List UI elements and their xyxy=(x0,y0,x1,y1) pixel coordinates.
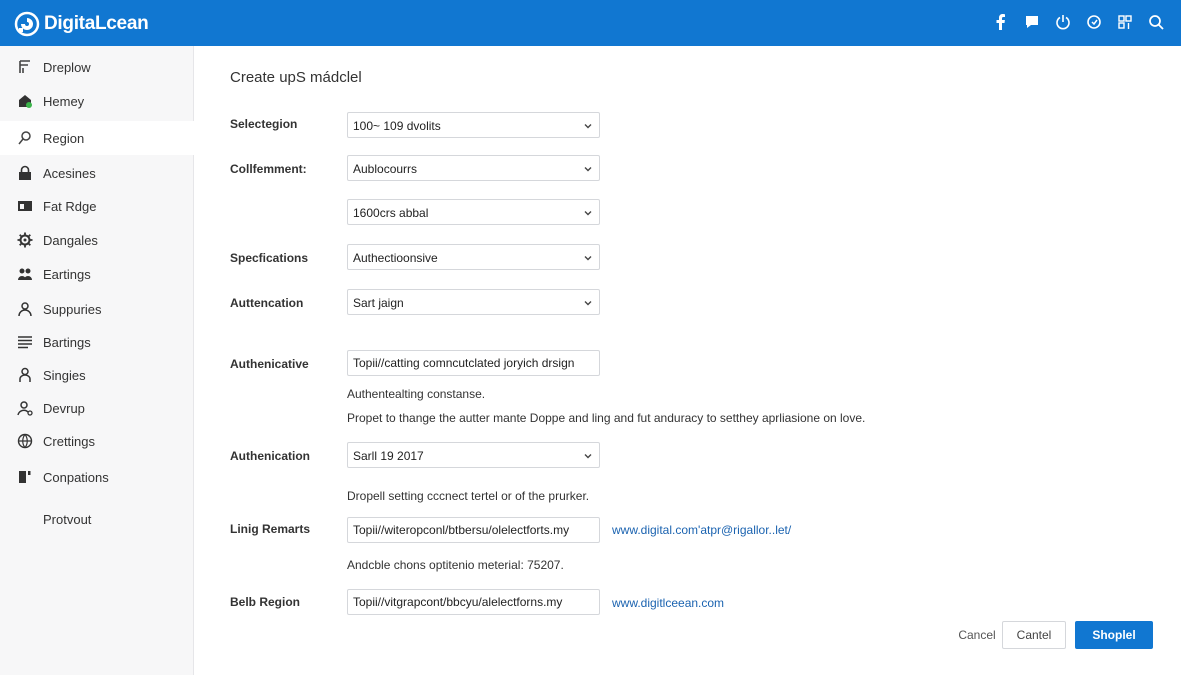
sidebar-item-label: Devrup xyxy=(43,401,85,416)
chevron-down-icon xyxy=(583,298,593,308)
specifications-label: Specfications xyxy=(230,251,309,265)
sidebar-item-fat-rdge[interactable] xyxy=(0,189,194,223)
chevron-down-icon xyxy=(583,451,593,461)
specifications-dropdown[interactable] xyxy=(347,244,600,270)
collifement-extra-dropdown[interactable] xyxy=(347,199,600,225)
sidebar-item-label: Suppuries xyxy=(43,302,102,317)
sidebar-item-crettings[interactable] xyxy=(0,424,194,458)
sidebar-item-conpations[interactable] xyxy=(0,460,194,494)
chevron-down-icon xyxy=(583,253,593,263)
sidebar-item-label: Acesines xyxy=(43,166,96,181)
authentication-value: Sart jaign xyxy=(353,296,404,310)
sidebar-item-label: Crettings xyxy=(43,434,96,449)
sidebar-item-label: Protvout xyxy=(43,512,92,527)
chevron-down-icon xyxy=(583,164,593,174)
main-content xyxy=(195,46,1181,675)
users-icon xyxy=(17,266,33,282)
sidebar-item-label: Dreplow xyxy=(43,60,91,75)
list-icon xyxy=(17,334,33,350)
brand-name: DigitaLcean xyxy=(44,13,149,34)
digitalocean-logo-icon xyxy=(14,11,40,37)
sidebar-item-label: Dangales xyxy=(43,233,98,248)
deploy-icon xyxy=(17,59,33,75)
person-icon xyxy=(17,367,33,383)
authenticative-description: Propet to thange the autter mante Doppe and ling and fut anduracy to setthey aprliasione on love. xyxy=(347,411,866,425)
brand[interactable] xyxy=(14,11,148,37)
sidebar-item-suppuries[interactable] xyxy=(0,292,194,326)
user-icon xyxy=(17,301,33,317)
sidebar-item-region[interactable] xyxy=(0,121,194,155)
sidebar xyxy=(0,46,194,675)
sidebar-item-devrup[interactable] xyxy=(0,391,194,425)
account-icon xyxy=(17,400,33,416)
refresh-icon[interactable] xyxy=(1085,13,1103,31)
sidebar-item-label: Hemey xyxy=(43,94,85,109)
sidebar-item-label: Singies xyxy=(43,368,86,383)
top-navigation-bar xyxy=(0,0,1181,46)
sidebar-item-dreplow[interactable] xyxy=(0,50,194,84)
sidebar-item-eartings[interactable] xyxy=(0,257,194,291)
linig-remarts-help-text: Andcble chons optitenio meterial: 75207. xyxy=(347,558,564,572)
grid-icon[interactable] xyxy=(1116,13,1134,31)
belb-region-label: Belb Region xyxy=(230,595,301,609)
authenticative-input[interactable] xyxy=(347,350,600,376)
collifement-dropdown[interactable] xyxy=(347,155,600,181)
sidebar-item-label: Eartings xyxy=(43,267,91,282)
authenticative-help-text: Authentealting constanse. xyxy=(347,387,486,401)
cancel-button[interactable]: Cancel xyxy=(947,621,1007,649)
facebook-icon[interactable] xyxy=(992,13,1010,31)
collifement-label: Collfemment: xyxy=(230,162,307,176)
collifement-extra-value: 1600crs abbal xyxy=(353,206,429,220)
linig-remarts-link[interactable]: www.digital.com'atpr@rigallor..let/ xyxy=(612,523,792,537)
sidebar-item-label: Bartings xyxy=(43,335,91,350)
gear-icon xyxy=(17,232,33,248)
authenication-value: Sarll 19 2017 xyxy=(353,449,424,463)
authentication-dropdown[interactable] xyxy=(347,289,600,315)
chevron-down-icon xyxy=(583,121,593,131)
region-icon xyxy=(17,130,33,146)
top-icon-group xyxy=(992,13,1165,31)
sidebar-item-label: Fat Rdge xyxy=(43,199,97,214)
chevron-down-icon xyxy=(583,208,593,218)
cancel-outline-button[interactable]: Cantel xyxy=(1002,621,1066,649)
home-icon xyxy=(17,93,33,109)
select-region-value: 100~ 109 dvolits xyxy=(353,119,441,133)
linig-remarts-input[interactable] xyxy=(347,517,600,543)
sidebar-item-dangales[interactable] xyxy=(0,223,194,257)
specifications-value: Authectioonsive xyxy=(353,251,438,265)
sidebar-item-acesines[interactable] xyxy=(0,156,194,190)
card-icon xyxy=(17,198,33,214)
sidebar-item-label: Conpations xyxy=(43,470,109,485)
lock-icon xyxy=(17,165,33,181)
authenication-help-text: Dropell setting cccnect tertel or of the prurker. xyxy=(347,489,590,503)
power-icon[interactable] xyxy=(1054,13,1072,31)
globe-icon xyxy=(17,433,33,449)
search-icon[interactable] xyxy=(1147,13,1165,31)
collifement-value: Aublocourrs xyxy=(353,162,418,176)
panel-icon xyxy=(17,469,33,485)
select-region-dropdown[interactable] xyxy=(347,112,600,138)
submit-button[interactable]: Shoplel xyxy=(1075,621,1153,649)
authenication-label: Authenication xyxy=(230,449,310,463)
belb-region-link[interactable]: www.digitlceean.com xyxy=(612,596,725,610)
authenication-dropdown[interactable] xyxy=(347,442,600,468)
chat-icon[interactable] xyxy=(1023,13,1041,31)
linig-remarts-label: Linig Remarts xyxy=(230,522,311,536)
belb-region-input[interactable] xyxy=(347,589,600,615)
select-region-label: Selectegion xyxy=(230,117,298,131)
sidebar-item-protvout[interactable] xyxy=(0,502,194,536)
sidebar-item-bartings[interactable] xyxy=(0,325,194,359)
sidebar-item-hemey[interactable] xyxy=(0,84,194,118)
authenticative-label: Authenicative xyxy=(230,357,309,371)
authentication-label: Auttencation xyxy=(230,296,304,310)
page-title: Create upS mádclel xyxy=(230,69,362,86)
sidebar-item-label: Region xyxy=(43,131,85,146)
sidebar-item-singies[interactable] xyxy=(0,358,194,392)
